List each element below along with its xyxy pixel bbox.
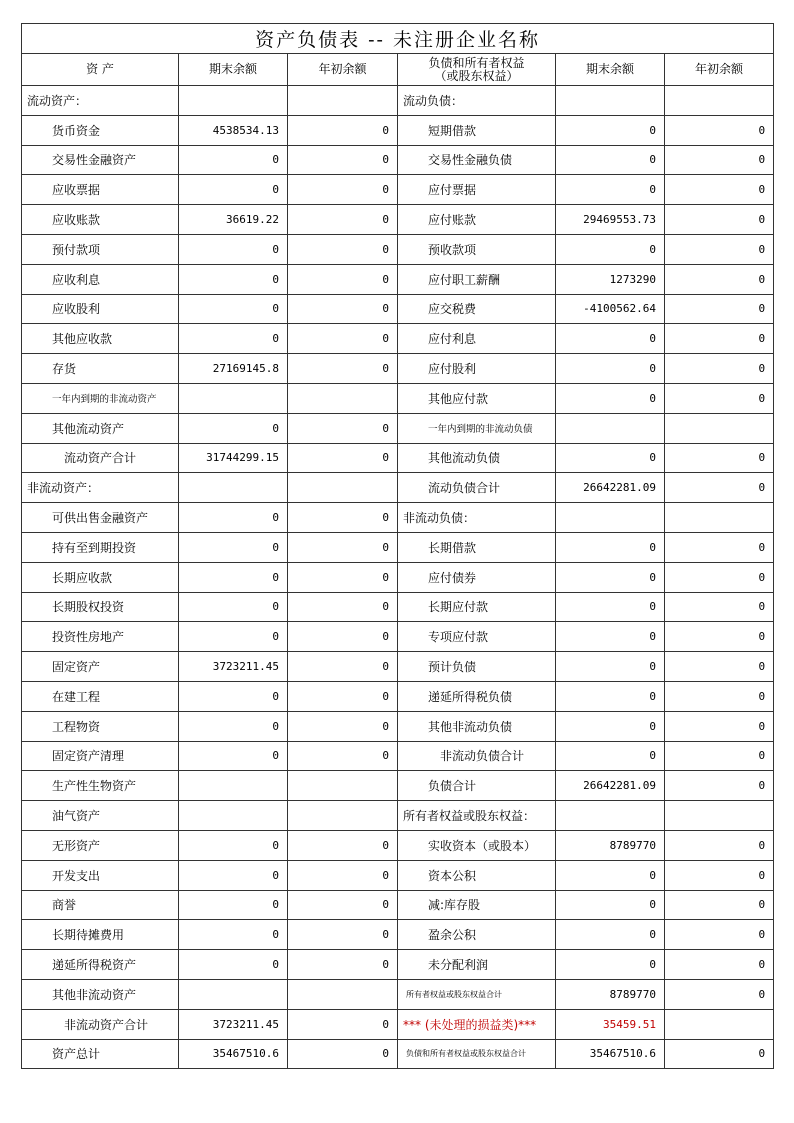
asset-end-value: 31744299.15 bbox=[179, 443, 288, 473]
liability-label: 应付利息 bbox=[398, 324, 556, 354]
liability-begin-value: 0 bbox=[665, 115, 774, 145]
liability-begin-value: 0 bbox=[665, 532, 774, 562]
asset-end-value: 4538534.13 bbox=[179, 115, 288, 145]
asset-end-value: 0 bbox=[179, 234, 288, 264]
table-row bbox=[22, 1039, 774, 1069]
asset-end-value: 0 bbox=[179, 622, 288, 652]
asset-label: 其他非流动资产 bbox=[22, 979, 179, 1009]
asset-begin-value: 0 bbox=[288, 652, 398, 682]
asset-label: 油气资产 bbox=[22, 801, 179, 831]
liability-label: 应付票据 bbox=[398, 175, 556, 205]
asset-begin-value: 0 bbox=[288, 741, 398, 771]
liability-begin-value: 0 bbox=[665, 830, 774, 860]
liability-begin-value bbox=[665, 503, 774, 533]
header-liabilities bbox=[398, 54, 556, 86]
asset-begin-value: 0 bbox=[288, 532, 398, 562]
table-row bbox=[22, 503, 774, 533]
asset-label: 可供出售金融资产 bbox=[22, 503, 179, 533]
liability-label: 负债合计 bbox=[398, 771, 556, 801]
liability-label: 未分配利润 bbox=[398, 950, 556, 980]
liability-begin-value: 0 bbox=[665, 920, 774, 950]
liability-label: 减:库存股 bbox=[398, 890, 556, 920]
liability-begin-value: 0 bbox=[665, 443, 774, 473]
asset-begin-value: 0 bbox=[288, 860, 398, 890]
liability-label: 一年内到期的非流动负债 bbox=[398, 413, 556, 443]
asset-end-value: 0 bbox=[179, 264, 288, 294]
liability-end-value: 0 bbox=[556, 175, 665, 205]
liability-begin-value: 0 bbox=[665, 294, 774, 324]
liability-end-value: 0 bbox=[556, 681, 665, 711]
asset-label: 资产总计 bbox=[22, 1039, 179, 1069]
header-liab-line2: （或股东权益） bbox=[434, 68, 519, 83]
liability-label: 实收资本（或股本） bbox=[398, 830, 556, 860]
liability-label: 应付账款 bbox=[398, 205, 556, 235]
liability-end-value: 26642281.09 bbox=[556, 473, 665, 503]
liability-begin-value: 0 bbox=[665, 234, 774, 264]
table-row bbox=[22, 115, 774, 145]
asset-label: 其他流动资产 bbox=[22, 413, 179, 443]
liability-begin-value: 0 bbox=[665, 473, 774, 503]
asset-begin-value: 0 bbox=[288, 1039, 398, 1069]
liability-begin-value: 0 bbox=[665, 383, 774, 413]
asset-end-value bbox=[179, 473, 288, 503]
table-row bbox=[22, 413, 774, 443]
liability-end-value: 26642281.09 bbox=[556, 771, 665, 801]
liability-end-value: 35467510.6 bbox=[556, 1039, 665, 1069]
asset-begin-value: 0 bbox=[288, 264, 398, 294]
table-row bbox=[22, 324, 774, 354]
table-row bbox=[22, 920, 774, 950]
asset-begin-value: 0 bbox=[288, 950, 398, 980]
asset-end-value: 0 bbox=[179, 503, 288, 533]
asset-end-value: 0 bbox=[179, 920, 288, 950]
asset-label: 无形资产 bbox=[22, 830, 179, 860]
title-row bbox=[22, 24, 774, 54]
asset-end-value: 0 bbox=[179, 562, 288, 592]
asset-label: 非流动资产： bbox=[22, 473, 179, 503]
liability-begin-value bbox=[665, 1009, 774, 1039]
asset-end-value bbox=[179, 979, 288, 1009]
asset-begin-value: 0 bbox=[288, 413, 398, 443]
asset-begin-value bbox=[288, 473, 398, 503]
asset-end-value: 3723211.45 bbox=[179, 1009, 288, 1039]
asset-begin-value: 0 bbox=[288, 622, 398, 652]
table-row bbox=[22, 473, 774, 503]
liability-begin-value: 0 bbox=[665, 890, 774, 920]
header-begin-balance: 年初余额 bbox=[288, 54, 398, 86]
liability-end-value: 0 bbox=[556, 592, 665, 622]
liability-begin-value: 0 bbox=[665, 979, 774, 1009]
table-row bbox=[22, 175, 774, 205]
balance-sheet-table bbox=[21, 23, 774, 1069]
table-row bbox=[22, 294, 774, 324]
liability-end-value: 8789770 bbox=[556, 830, 665, 860]
asset-label: 货币资金 bbox=[22, 115, 179, 145]
liability-begin-value: 0 bbox=[665, 711, 774, 741]
liability-begin-value: 0 bbox=[665, 324, 774, 354]
liability-begin-value: 0 bbox=[665, 175, 774, 205]
liability-end-value: 0 bbox=[556, 354, 665, 384]
table-row bbox=[22, 383, 774, 413]
asset-end-value: 35467510.6 bbox=[179, 1039, 288, 1069]
asset-label: 持有至到期投资 bbox=[22, 532, 179, 562]
asset-label: 在建工程 bbox=[22, 681, 179, 711]
liability-end-value bbox=[556, 413, 665, 443]
liability-end-value bbox=[556, 801, 665, 831]
header-begin-balance-2: 年初余额 bbox=[665, 54, 774, 86]
liability-label: 负债和所有者权益或股东权益合计 bbox=[398, 1039, 556, 1069]
liability-end-value: 0 bbox=[556, 383, 665, 413]
table-row bbox=[22, 771, 774, 801]
table-row bbox=[22, 652, 774, 682]
asset-end-value: 0 bbox=[179, 413, 288, 443]
liability-begin-value: 0 bbox=[665, 950, 774, 980]
liability-end-value bbox=[556, 503, 665, 533]
asset-begin-value bbox=[288, 801, 398, 831]
liability-end-value: 0 bbox=[556, 950, 665, 980]
asset-label: 应收利息 bbox=[22, 264, 179, 294]
asset-begin-value: 0 bbox=[288, 592, 398, 622]
liability-label: 专项应付款 bbox=[398, 622, 556, 652]
liability-label: 流动负债合计 bbox=[398, 473, 556, 503]
liability-end-value: 0 bbox=[556, 622, 665, 652]
asset-label: 长期待摊费用 bbox=[22, 920, 179, 950]
liability-end-value: 35459.51 bbox=[556, 1009, 665, 1039]
asset-label: 生产性生物资产 bbox=[22, 771, 179, 801]
liability-end-value: 29469553.73 bbox=[556, 205, 665, 235]
liability-begin-value: 0 bbox=[665, 771, 774, 801]
asset-begin-value bbox=[288, 383, 398, 413]
liability-label: 交易性金融负债 bbox=[398, 145, 556, 175]
asset-end-value: 0 bbox=[179, 681, 288, 711]
header-end-balance-2: 期末余额 bbox=[556, 54, 665, 86]
asset-begin-value bbox=[288, 86, 398, 116]
liability-end-value: 0 bbox=[556, 562, 665, 592]
liability-label: 非流动负债： bbox=[398, 503, 556, 533]
liability-begin-value: 0 bbox=[665, 681, 774, 711]
liability-begin-value: 0 bbox=[665, 652, 774, 682]
liability-label: 其他流动负债 bbox=[398, 443, 556, 473]
liability-end-value: 0 bbox=[556, 115, 665, 145]
asset-begin-value: 0 bbox=[288, 294, 398, 324]
asset-end-value: 0 bbox=[179, 830, 288, 860]
sheet-title: 资产负债表 -- 未注册企业名称 bbox=[22, 24, 774, 54]
asset-begin-value: 0 bbox=[288, 115, 398, 145]
liability-label: 应付债券 bbox=[398, 562, 556, 592]
table-row bbox=[22, 801, 774, 831]
asset-end-value: 36619.22 bbox=[179, 205, 288, 235]
asset-begin-value: 0 bbox=[288, 443, 398, 473]
liability-label: 短期借款 bbox=[398, 115, 556, 145]
asset-begin-value: 0 bbox=[288, 354, 398, 384]
asset-label: 交易性金融资产 bbox=[22, 145, 179, 175]
asset-label: 预付款项 bbox=[22, 234, 179, 264]
liability-label: 其他非流动负债 bbox=[398, 711, 556, 741]
table-row bbox=[22, 354, 774, 384]
asset-begin-value: 0 bbox=[288, 562, 398, 592]
liability-end-value: 0 bbox=[556, 324, 665, 354]
table-row bbox=[22, 681, 774, 711]
liability-end-value: 1273290 bbox=[556, 264, 665, 294]
asset-end-value: 0 bbox=[179, 145, 288, 175]
asset-begin-value: 0 bbox=[288, 175, 398, 205]
liability-begin-value: 0 bbox=[665, 562, 774, 592]
asset-label: 固定资产清理 bbox=[22, 741, 179, 771]
table-row bbox=[22, 145, 774, 175]
liability-begin-value: 0 bbox=[665, 592, 774, 622]
liability-begin-value: 0 bbox=[665, 622, 774, 652]
liability-label: 所有者权益或股东权益： bbox=[398, 801, 556, 831]
asset-end-value: 0 bbox=[179, 324, 288, 354]
asset-end-value: 0 bbox=[179, 711, 288, 741]
liability-end-value: 8789770 bbox=[556, 979, 665, 1009]
table-row bbox=[22, 950, 774, 980]
asset-begin-value bbox=[288, 771, 398, 801]
liability-end-value: 0 bbox=[556, 890, 665, 920]
liability-label: 预计负债 bbox=[398, 652, 556, 682]
liability-end-value: 0 bbox=[556, 652, 665, 682]
asset-begin-value: 0 bbox=[288, 145, 398, 175]
asset-label: 开发支出 bbox=[22, 860, 179, 890]
asset-label: 递延所得税资产 bbox=[22, 950, 179, 980]
asset-end-value: 0 bbox=[179, 532, 288, 562]
asset-end-value: 0 bbox=[179, 294, 288, 324]
asset-begin-value: 0 bbox=[288, 234, 398, 264]
table-row bbox=[22, 532, 774, 562]
liability-begin-value bbox=[665, 413, 774, 443]
asset-label: 投资性房地产 bbox=[22, 622, 179, 652]
liability-label: 长期借款 bbox=[398, 532, 556, 562]
asset-label: 商誉 bbox=[22, 890, 179, 920]
liability-label: 流动负债： bbox=[398, 86, 556, 116]
asset-begin-value: 0 bbox=[288, 681, 398, 711]
liability-label: 所有者权益或股东权益合计 bbox=[398, 979, 556, 1009]
asset-begin-value: 0 bbox=[288, 920, 398, 950]
asset-label: 长期应收款 bbox=[22, 562, 179, 592]
header-row bbox=[22, 54, 774, 86]
asset-end-value bbox=[179, 86, 288, 116]
table-row bbox=[22, 979, 774, 1009]
liability-begin-value: 0 bbox=[665, 741, 774, 771]
liability-end-value: 0 bbox=[556, 860, 665, 890]
liability-begin-value: 0 bbox=[665, 1039, 774, 1069]
liability-begin-value: 0 bbox=[665, 264, 774, 294]
asset-end-value: 0 bbox=[179, 950, 288, 980]
liability-label: 其他应付款 bbox=[398, 383, 556, 413]
asset-label: 应收票据 bbox=[22, 175, 179, 205]
table-row bbox=[22, 890, 774, 920]
asset-begin-value: 0 bbox=[288, 711, 398, 741]
liability-begin-value: 0 bbox=[665, 354, 774, 384]
table-row bbox=[22, 1009, 774, 1039]
asset-label: 流动资产合计 bbox=[22, 443, 179, 473]
table-row bbox=[22, 860, 774, 890]
asset-end-value bbox=[179, 801, 288, 831]
liability-label: 递延所得税负债 bbox=[398, 681, 556, 711]
table-row bbox=[22, 205, 774, 235]
header-end-balance: 期末余额 bbox=[179, 54, 288, 86]
liability-end-value: 0 bbox=[556, 711, 665, 741]
asset-label: 一年内到期的非流动资产 bbox=[22, 383, 179, 413]
asset-end-value: 0 bbox=[179, 741, 288, 771]
liability-end-value bbox=[556, 86, 665, 116]
liability-begin-value bbox=[665, 801, 774, 831]
asset-label: 应收股利 bbox=[22, 294, 179, 324]
asset-begin-value bbox=[288, 979, 398, 1009]
liability-end-value: -4100562.64 bbox=[556, 294, 665, 324]
asset-label: 存货 bbox=[22, 354, 179, 384]
asset-end-value: 0 bbox=[179, 175, 288, 205]
asset-label: 固定资产 bbox=[22, 652, 179, 682]
header-assets: 资 产 bbox=[22, 54, 179, 86]
asset-end-value: 3723211.45 bbox=[179, 652, 288, 682]
liability-label: *** (未处理的损益类)*** bbox=[398, 1009, 556, 1039]
table-row bbox=[22, 711, 774, 741]
table-row bbox=[22, 830, 774, 860]
table-row bbox=[22, 264, 774, 294]
liability-label: 非流动负债合计 bbox=[398, 741, 556, 771]
liability-begin-value bbox=[665, 86, 774, 116]
liability-end-value: 0 bbox=[556, 920, 665, 950]
asset-end-value: 0 bbox=[179, 592, 288, 622]
table-row bbox=[22, 443, 774, 473]
asset-label: 非流动资产合计 bbox=[22, 1009, 179, 1039]
asset-label: 长期股权投资 bbox=[22, 592, 179, 622]
asset-end-value bbox=[179, 383, 288, 413]
asset-begin-value: 0 bbox=[288, 324, 398, 354]
liability-label: 长期应付款 bbox=[398, 592, 556, 622]
asset-label: 应收账款 bbox=[22, 205, 179, 235]
liability-label: 应付职工薪酬 bbox=[398, 264, 556, 294]
liability-end-value: 0 bbox=[556, 443, 665, 473]
asset-end-value: 27169145.8 bbox=[179, 354, 288, 384]
asset-begin-value: 0 bbox=[288, 890, 398, 920]
table-row bbox=[22, 741, 774, 771]
liability-label: 应付股利 bbox=[398, 354, 556, 384]
liability-label: 资本公积 bbox=[398, 860, 556, 890]
table-row bbox=[22, 622, 774, 652]
asset-label: 其他应收款 bbox=[22, 324, 179, 354]
asset-begin-value: 0 bbox=[288, 205, 398, 235]
liability-end-value: 0 bbox=[556, 532, 665, 562]
liability-end-value: 0 bbox=[556, 145, 665, 175]
asset-end-value: 0 bbox=[179, 860, 288, 890]
asset-begin-value: 0 bbox=[288, 1009, 398, 1039]
liability-begin-value: 0 bbox=[665, 860, 774, 890]
liability-end-value: 0 bbox=[556, 234, 665, 264]
liability-label: 盈余公积 bbox=[398, 920, 556, 950]
header-liab-line1: 负债和所有者权益 bbox=[428, 55, 525, 70]
asset-label: 流动资产： bbox=[22, 86, 179, 116]
liability-label: 应交税费 bbox=[398, 294, 556, 324]
liability-label: 预收款项 bbox=[398, 234, 556, 264]
liability-end-value: 0 bbox=[556, 741, 665, 771]
table-row bbox=[22, 592, 774, 622]
table-row bbox=[22, 562, 774, 592]
asset-end-value bbox=[179, 771, 288, 801]
asset-begin-value: 0 bbox=[288, 503, 398, 533]
asset-end-value: 0 bbox=[179, 890, 288, 920]
table-row bbox=[22, 86, 774, 116]
asset-label: 工程物资 bbox=[22, 711, 179, 741]
liability-begin-value: 0 bbox=[665, 145, 774, 175]
asset-begin-value: 0 bbox=[288, 830, 398, 860]
liability-begin-value: 0 bbox=[665, 205, 774, 235]
table-row bbox=[22, 234, 774, 264]
